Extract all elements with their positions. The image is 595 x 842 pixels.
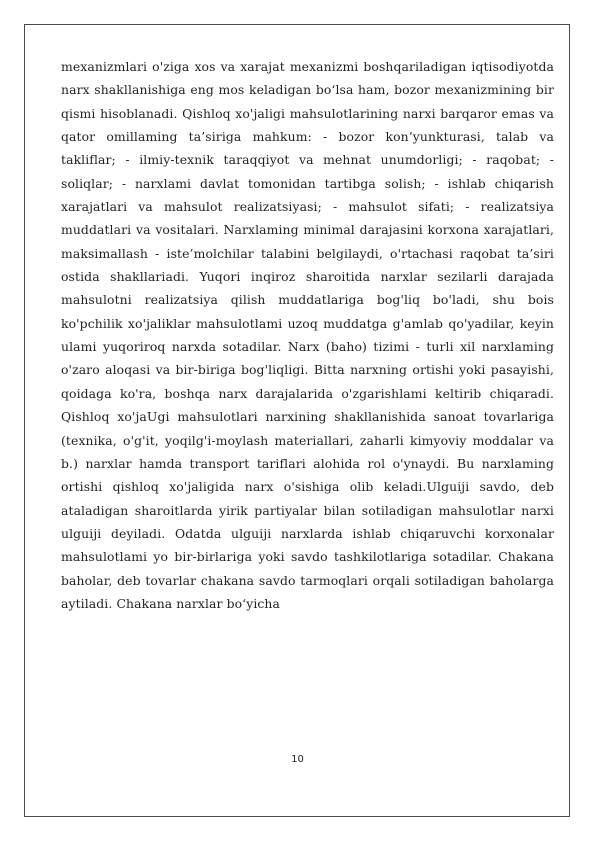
body-paragraph: mexanizmlari o'ziga xos va xarajat mexanizmi boshqariladigan iqtisodiyotda narx shakllanishiga eng mos keladigan bo‘lsa ham, bozor mexanizmining bir qismi hisoblanadi. Qishloq xo'jaligi mahsulotlarining narxi barqaror emas va qator omillaming ta’siriga mahkum: - bozor kon’yunkturasi, talab va takliflar; - ilmiy-texnik taraqqiyot va mehnat unumdorligi; - raqobat; - soliqlar; - narxlami davlat tomonidan tartibga solish; - ishlab chiqarish xarajatlari va mahsulot realizatsiyasi; - mahsulot sifati; - realizatsiya muddatlari va vositalari. Narxlaming minimal darajasini korxona xarajatlari, maksimallash - iste’molchilar talabini belgilaydi, o'rtachasi raqobat ta’siri ostida shakllariadi. Yuqori inqiroz sharoitida narxlar sezilarli darajada mahsulotni realizatsiya qilish muddatlariga bog'liq bo'ladi, shu bois ko'pchilik xo'jaliklar mahsulotlami uzoq muddatga g'amlab qo'yadilar, keyin ulami yuqoriroq narxda sotadilar. Narx (baho) tizimi - turli xil narxlaming o'zaro aloqasi va bir-biriga bog'liqligi. Bitta narxning ortishi yoki pasayishi, qoidaga ko'ra, boshqa narx darajalarida o'zgarishlami keltirib chiqaradi. Qishloq xo'jaUgi mahsulotlari narxining shakllanishida sanoat tovarlariga (texnika, o'g'it, yoqilg'i-moylash materiallari, zaharli kimyoviy moddalar va b.) narxlar hamda transport tariflari alohida rol o'ynaydi. Bu narxlaming ortishi qishloq xo'jaligida narx o'sishiga olib keladi.Ulguiji savdo, deb ataladigan sharoitlarda yirik partiyalar bilan sotiladigan mahsulotlar narxi ulguiji deyiladi. Odatda ulguiji narxlarda ishlab chiqaruvchi korxonalar mahsulotlami yo bir-birlariga yoki savdo tashkilotlariga sotadilar. Chakana baholar, deb tovarlar chakana savdo tarmoqlari orqali sotiladigan baholarga aytiladi. Chakana narxlar bo‘yicha (61, 59, 554, 611)
page-number: 10 (291, 754, 304, 765)
